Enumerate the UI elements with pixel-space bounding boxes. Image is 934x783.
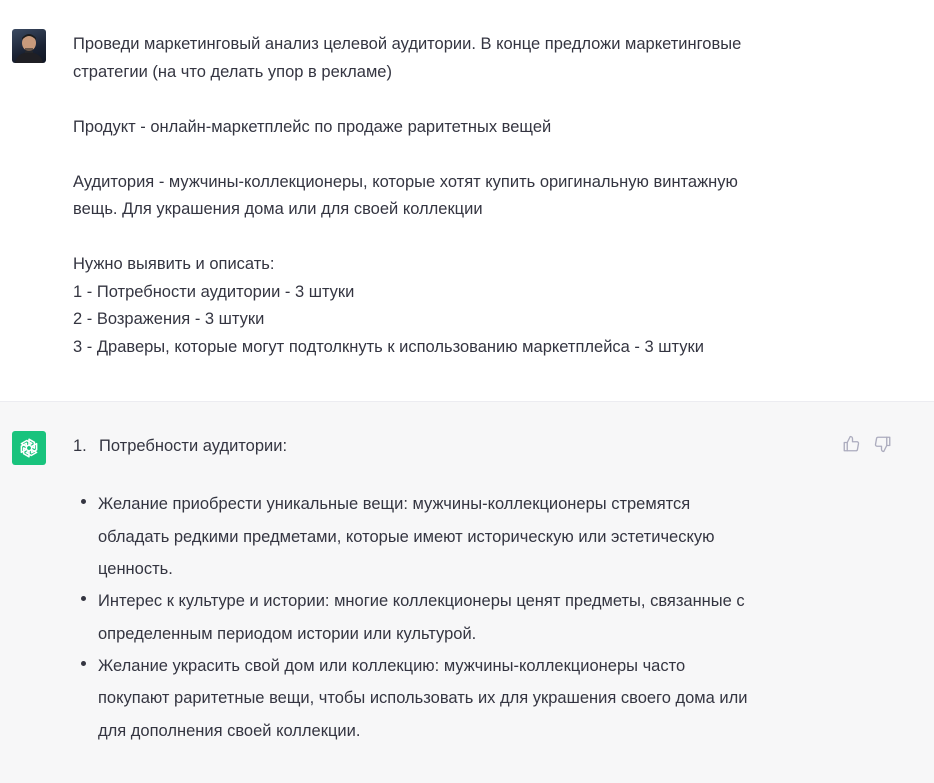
section-heading xyxy=(73,433,843,460)
section-title: Потребности аудитории: xyxy=(99,437,288,455)
user-line: 2 - Возражения - 3 штуки xyxy=(73,310,265,328)
user-line: вещь. Для украшения дома или для своей коллекции xyxy=(73,200,483,218)
section-number: 1. xyxy=(73,437,87,455)
list-item xyxy=(78,650,838,748)
feedback-controls xyxy=(842,435,892,453)
thumbs-up-icon[interactable] xyxy=(842,435,860,453)
bullet-line: обладать редкими предметами, которые имеют историческую или эстетическую xyxy=(98,527,715,546)
chatgpt-logo-icon xyxy=(12,431,46,465)
bullet-line: Желание украсить свой дом или коллекцию: мужчины-коллекционеры часто xyxy=(98,656,686,675)
bullet-line: ценность. xyxy=(98,560,173,578)
list-item xyxy=(78,585,838,650)
user-line: Проведи маркетинговый анализ целевой аудитории. В конце предложи маркетинговые xyxy=(73,35,742,53)
user-line: Нужно выявить и описать: xyxy=(73,255,275,273)
user-avatar xyxy=(12,29,46,63)
user-line: стратегии (на что делать упор в рекламе) xyxy=(73,62,392,81)
bullet-line: покупают раритетные вещи, чтобы использовать их для украшения своего дома или xyxy=(98,689,748,707)
bullet-line: Желание приобрести уникальные вещи: мужчины-коллекционеры стремятся xyxy=(98,495,691,513)
user-message-text xyxy=(73,31,863,361)
bullet-line: Интерес к культуре и истории: многие коллекционеры ценят предметы, связанные с xyxy=(98,592,745,610)
user-line: 1 - Потребности аудитории - 3 штуки xyxy=(73,282,355,301)
user-line: Аудитория - мужчины-коллекционеры, которые хотят купить оригинальную винтажную xyxy=(73,172,738,191)
needs-list xyxy=(78,488,838,747)
user-line: Продукт - онлайн-маркетплейс по продаже раритетных вещей xyxy=(73,117,552,136)
bullet-line: для дополнения своей коллекции. xyxy=(98,721,361,740)
bullet-line: определенным периодом истории или культурой. xyxy=(98,624,477,643)
list-item xyxy=(78,488,838,586)
assistant-answer xyxy=(73,433,843,460)
thumbs-down-icon[interactable] xyxy=(874,435,892,453)
user-line: 3 - Драверы, которые могут подтолкнуть к использованию маркетплейса - 3 штуки xyxy=(73,337,704,356)
